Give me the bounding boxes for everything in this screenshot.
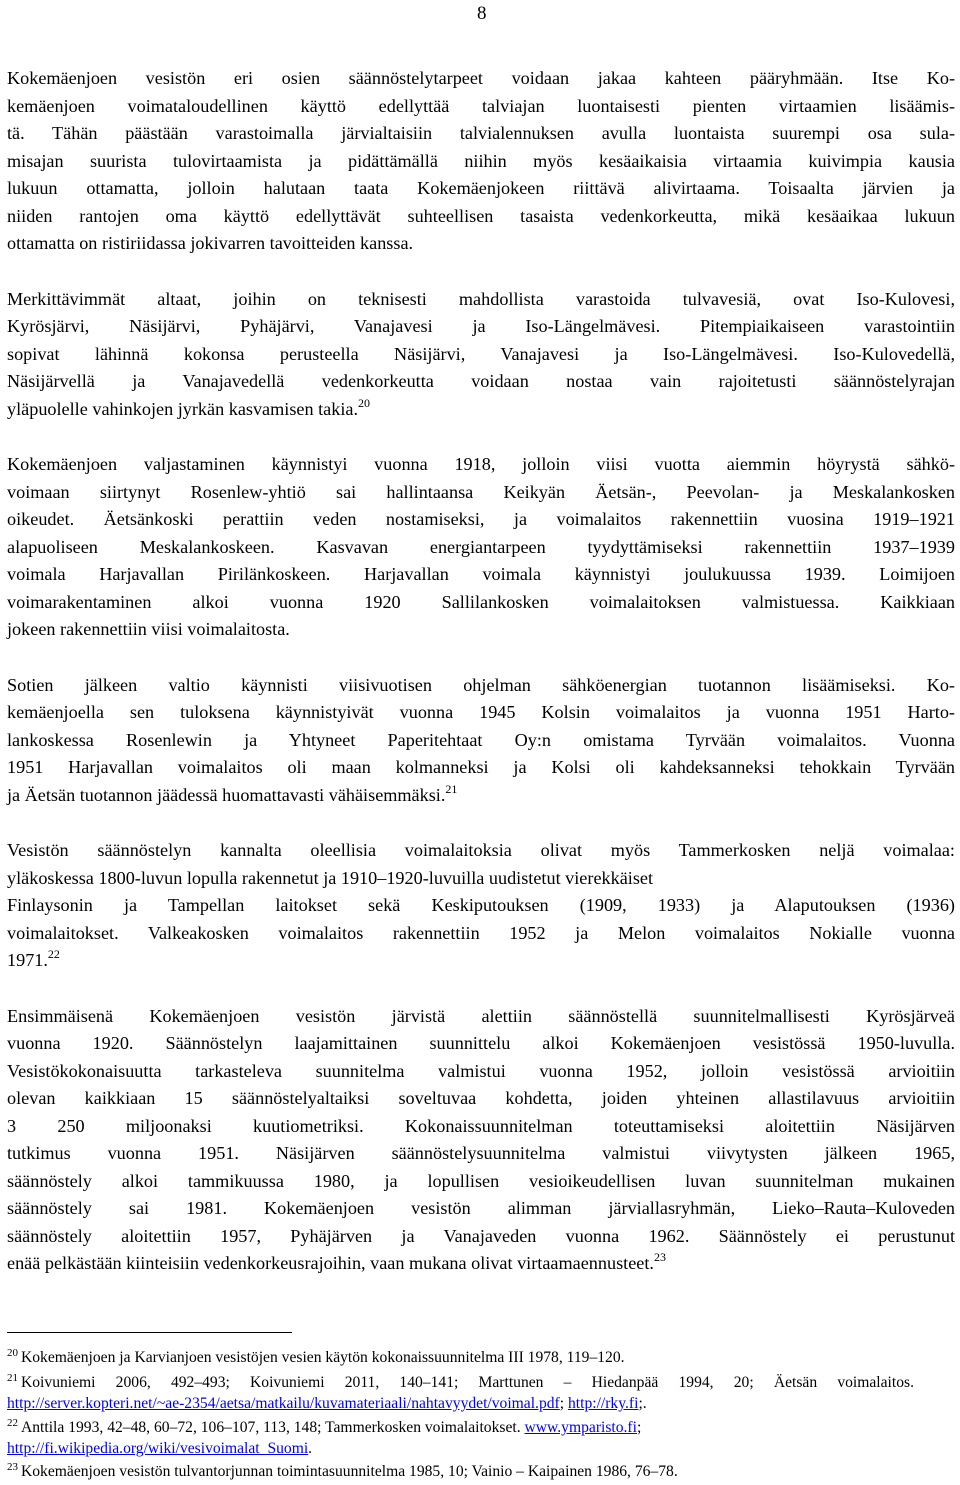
footnote-number: 21 — [7, 1371, 18, 1384]
footnote-20 — [7, 1348, 625, 1368]
text-line: Vesistökokonaisuutta tarkasteleva suunnitelma valmistui vuonna 1952, jolloin vesistössä arvioitiin — [7, 1061, 955, 1081]
text-line — [7, 948, 60, 973]
footnote-number: 20 — [7, 1346, 18, 1359]
text-line: kemäenjoella sen tuloksena käynnistyivät vuonna 1945 Kolsin voimalaitos ja vuonna 1951 Harto- — [7, 702, 955, 722]
text-line: voimalaitokset. Valkeakosken voimalaitos rakennettiin 1952 ja Melon voimalaitos Nokialle vuonna — [7, 923, 955, 943]
footnote-link[interactable]: http://rky.fi — [567, 1395, 639, 1412]
footnote-text: Anttila 1993, 42–48, 60–72, 106–107, 113, 148; Tammerkosken voimalaitokset. — [21, 1419, 525, 1436]
text-line: jokeen rakennettiin viisi voimalaitosta. — [7, 619, 290, 639]
footnote-reference[interactable]: 23 — [653, 1250, 666, 1265]
text-line: kemäenjoen voimataloudellinen käyttö edellyttää talviajan luontaisesti pienten virtaamien lisäämis- — [7, 96, 955, 116]
footnote-number: 23 — [7, 1460, 18, 1473]
line-text: 1971. — [7, 950, 48, 970]
footnote-reference[interactable]: 21 — [445, 782, 458, 797]
text-line — [7, 783, 457, 808]
text-line: alapuoliseen Meskalankoskeen. Kasvavan energiantarpeen tyydyttämiseksi rakennettiin 1937–1939 — [7, 537, 955, 557]
text-line: 3 250 miljoonaksi kuutiometriksi. Kokonaissuunnitelman toteuttamiseksi aloitettiin Näsijärven — [7, 1116, 955, 1136]
footnote-link[interactable]: www.ymparisto.fi — [524, 1419, 637, 1436]
text-line: tä. Tähän päästään varastoimalla järvialtaisiin talvialennuksen avulla luontaista suurempi osa sula- — [7, 123, 955, 143]
footnote-text: Koivuniemi 2006, 492–493; Koivuniemi 2011, 140–141; Marttunen – Hiedanpää 1994, 20; Äetsän voimalaitos. — [21, 1374, 914, 1391]
text-line: tutkimus vuonna 1951. Näsijärven säännöstelysuunnitelma valmistui viivytysten jälkeen 1965, — [7, 1143, 955, 1163]
link-end: ;. — [638, 1395, 647, 1412]
text-line: Vesistön säännöstelyn kannalta oleellisia voimalaitoksia olivat myös Tammerkosken neljä voimalaa: — [7, 840, 955, 860]
text-line: säännöstely alkoi tammikuussa 1980, ja lopullisen vesioikeudellisen luvan suunnitelman mukainen — [7, 1171, 955, 1191]
footnote-link[interactable]: http://server.kopteri.net/~ae-2354/aetsa/matkailu/kuvamateriaali/nahtavyydet/voimal.pdf — [7, 1395, 560, 1412]
text-line: ottamatta on ristiriidassa jokivarren tavoitteiden kanssa. — [7, 233, 414, 253]
line-text: yläpuolelle vahinkojen jyrkän kasvamisen takia. — [7, 399, 359, 419]
footnote-reference[interactable]: 20 — [358, 396, 371, 411]
text-line: Ensimmäisenä Kokemäenjoen vesistön järvistä alettiin säännöstellä suunnitelmallisesti Kyrösjärveä — [7, 1006, 955, 1026]
link-end: . — [308, 1440, 313, 1457]
footnote-reference[interactable]: 22 — [47, 947, 60, 962]
line-text: ja Äetsän tuotannon jäädessä huomattavasti vähäisemmäksi. — [7, 785, 446, 805]
footnote-text: Kokemäenjoen ja Karvianjoen vesistöjen vesien käytön kokonaissuunnitelma III 1978, 119–120. — [21, 1349, 625, 1366]
text-line: olevan kaikkiaan 15 säännöstelyaltaiksi soveltuvaa kohdetta, joiden yhteinen allastilavuus arvioitiin — [7, 1088, 955, 1108]
link-separator: ; — [636, 1419, 642, 1436]
text-line: lukuun ottamatta, jolloin halutaan taata Kokemäenjokeen riittävä alivirtaama. Toisaalta järvien ja — [7, 178, 955, 198]
text-line: Kokemäenjoen valjastaminen käynnistyi vuonna 1918, jolloin viisi vuotta aiemmin höyrystä sähkö- — [7, 454, 955, 474]
footnote-22 — [7, 1418, 641, 1438]
line-text: enää pelkästään kiinteisiin vedenkorkeusrajoihin, vaan mukana olivat virtaamaennusteet. — [7, 1253, 654, 1273]
footnote-21-links — [7, 1394, 647, 1414]
footnote-divider — [7, 1332, 292, 1333]
text-line: säännöstely aloitettiin 1957, Pyhäjärven ja Vanajaveden vuonna 1962. Säännöstely ei perustunut — [7, 1226, 955, 1246]
footnote-22-links — [7, 1439, 312, 1459]
text-line: Finlaysonin ja Tampellan laitokset sekä Keskiputouksen (1909, 1933) ja Alaputouksen (1936) — [7, 895, 955, 915]
text-line: 1951 Harjavallan voimalaitos oli maan kolmanneksi ja Kolsi oli kahdeksanneksi tehokkain Tyrvään — [7, 757, 955, 777]
text-line: lankoskessa Rosenlewin ja Yhtyneet Paperitehtaat Oy:n omistama Tyrvään voimalaitos. Vuonna — [7, 730, 955, 750]
text-line: vuonna 1920. Säännöstelyn laajamittainen suunnittelu alkoi Kokemäenjoen vesistössä 1950-luvulla. — [7, 1033, 955, 1053]
text-line: Näsijärvellä ja Vanajavedellä vedenkorkeutta voidaan nostaa vain rajoitetusti säännöstelyrajan — [7, 371, 955, 391]
page-number: 8 — [477, 3, 487, 24]
text-line: oikeudet. Äetsänkoski perattiin veden nostamiseksi, ja voimalaitos rakennettiin vuosina 1919–1921 — [7, 509, 955, 529]
text-line: sopivat lähinnä kokonsa perusteella Näsijärvi, Vanajavesi ja Iso-Längelmävesi. Iso-Kulovedellä, — [7, 344, 955, 364]
footnote-link[interactable]: http://fi.wikipedia.org/wiki/vesivoimalat_Suomi — [7, 1440, 309, 1457]
text-line: Merkittävimmät altaat, joihin on teknisesti mahdollista varastoida tulvavesiä, ovat Iso-Kulovesi, — [7, 289, 955, 309]
text-line: yläkoskessa 1800-luvun lopulla rakennetut ja 1910–1920-luvuilla uudistetut vierekkäiset — [7, 868, 654, 888]
text-line — [7, 1251, 666, 1276]
footnote-23 — [7, 1462, 678, 1482]
text-line — [7, 397, 370, 422]
text-line: voimarakentaminen alkoi vuonna 1920 Sallilankosken voimalaitoksen valmistuessa. Kaikkiaan — [7, 592, 955, 612]
text-line: voimala Harjavallan Pirilänkoskeen. Harjavallan voimala käynnistyi joulukuussa 1939. Loimijoen — [7, 564, 955, 584]
text-line: säännöstely sai 1981. Kokemäenjoen vesistön alimman järviallasryhmän, Lieko–Rauta–Kuloveden — [7, 1198, 955, 1218]
text-line: voimaan siirtynyt Rosenlew-yhtiö sai hallintaansa Keikyän Äetsän-, Peevolan- ja Meskalankosken — [7, 482, 955, 502]
text-line: niiden rantojen oma käyttö edellyttävät suhteellisen tasaista vedenkorkeutta, mikä kesäaikaa lukuun — [7, 206, 955, 226]
footnote-21 — [7, 1373, 914, 1393]
footnote-text: Kokemäenjoen vesistön tulvantorjunnan toimintasuunnitelma 1985, 10; Vainio – Kaipainen 1986, 76–78. — [21, 1463, 678, 1480]
text-line: misajan suurista tulovirtaamista ja pidättämällä niihin myös kesäaikaisia virtaamia kuivimpia kausia — [7, 151, 955, 171]
text-line: Sotien jälkeen valtio käynnisti viisivuotisen ohjelman sähköenergian tuotannon lisäämiseksi. Ko- — [7, 675, 955, 695]
footnote-number: 22 — [7, 1416, 18, 1429]
link-separator: ; — [559, 1395, 568, 1412]
text-line: Kokemäenjoen vesistön eri osien säännöstelytarpeet voidaan jakaa kahteen pääryhmään. Itse Ko- — [7, 68, 955, 88]
text-line: Kyrösjärvi, Näsijärvi, Pyhäjärvi, Vanajavesi ja Iso-Längelmävesi. Pitempiaikaiseen varastointiin — [7, 316, 955, 336]
